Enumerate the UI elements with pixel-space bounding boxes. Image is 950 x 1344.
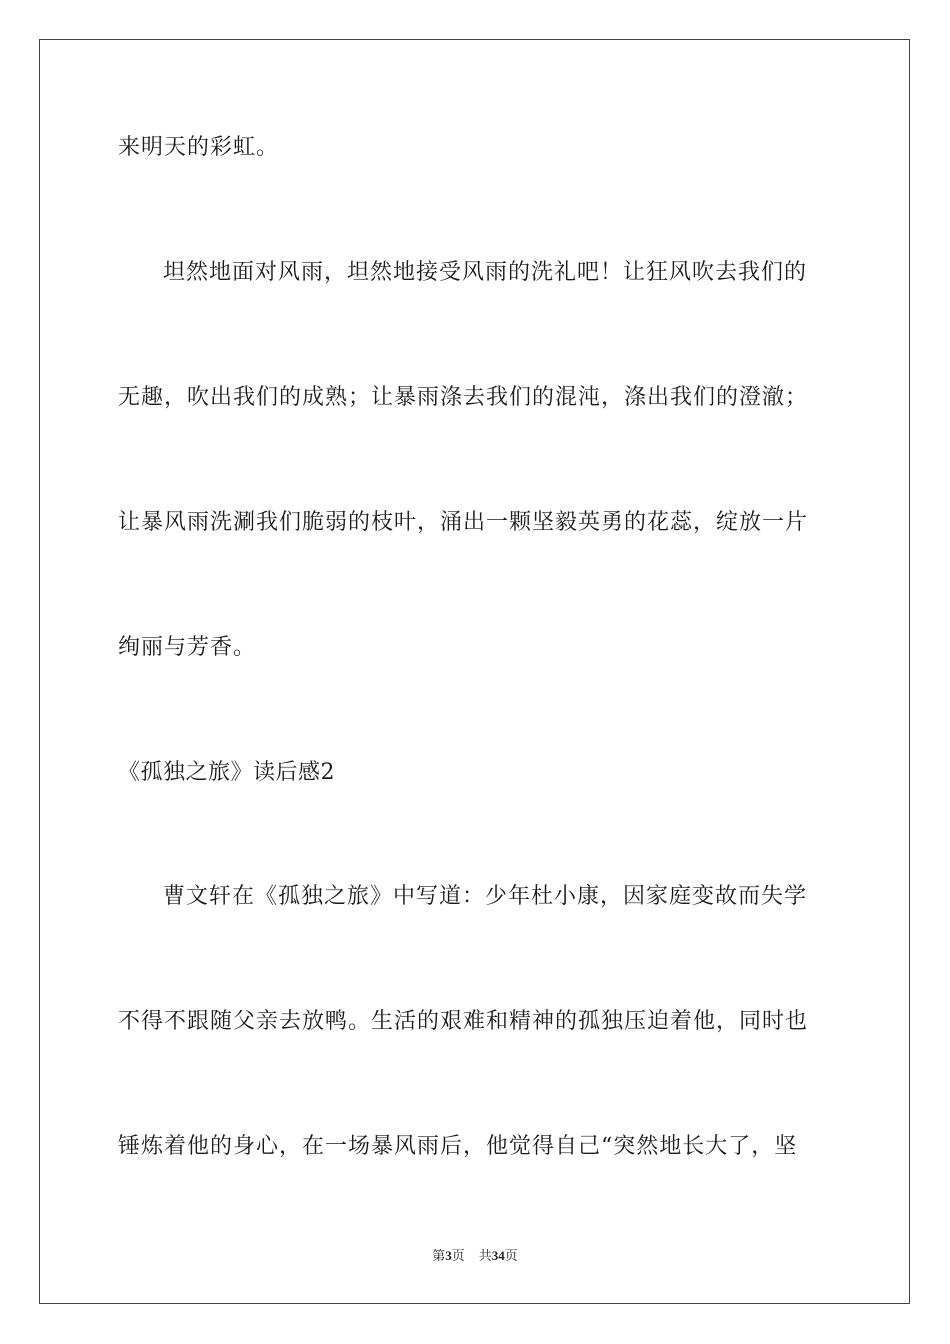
page-prefix: 第 (432, 1248, 446, 1263)
text-line-9: 锤炼着他的身心，在一场暴风雨后，他觉得自己“突然地长大了，坚 (118, 1134, 798, 1159)
page-suffix: 页 (451, 1248, 465, 1263)
page-footer (0, 1247, 950, 1265)
page-number: 3 (445, 1248, 452, 1263)
text-line-1: 来明天的彩虹。 (118, 135, 280, 160)
text-line-5: 绚丽与芳香。 (118, 635, 257, 660)
text-line-4: 让暴风雨洗涮我们脆弱的枝叶，涌出一颗坚毅英勇的花蕊，绽放一片 (118, 510, 809, 535)
text-line-7: 曹文轩在《孤独之旅》中写道：少年杜小康，因家庭变故而失学 (163, 884, 808, 909)
page-border (39, 39, 910, 1304)
section-heading: 《孤独之旅》读后感2 (118, 760, 335, 785)
text-line-3: 无趣，吹出我们的成熟；让暴雨涤去我们的混沌，涤出我们的澄澈； (118, 385, 809, 410)
text-line-8: 不得不跟随父亲去放鸭。生活的艰难和精神的孤独压迫着他，同时也 (118, 1009, 809, 1034)
total-pages: 34 (491, 1248, 505, 1263)
total-prefix: 共 (478, 1248, 492, 1263)
total-suffix: 页 (504, 1248, 518, 1263)
text-line-2: 坦然地面对风雨，坦然地接受风雨的洗礼吧！让狂风吹去我们的 (163, 260, 808, 285)
